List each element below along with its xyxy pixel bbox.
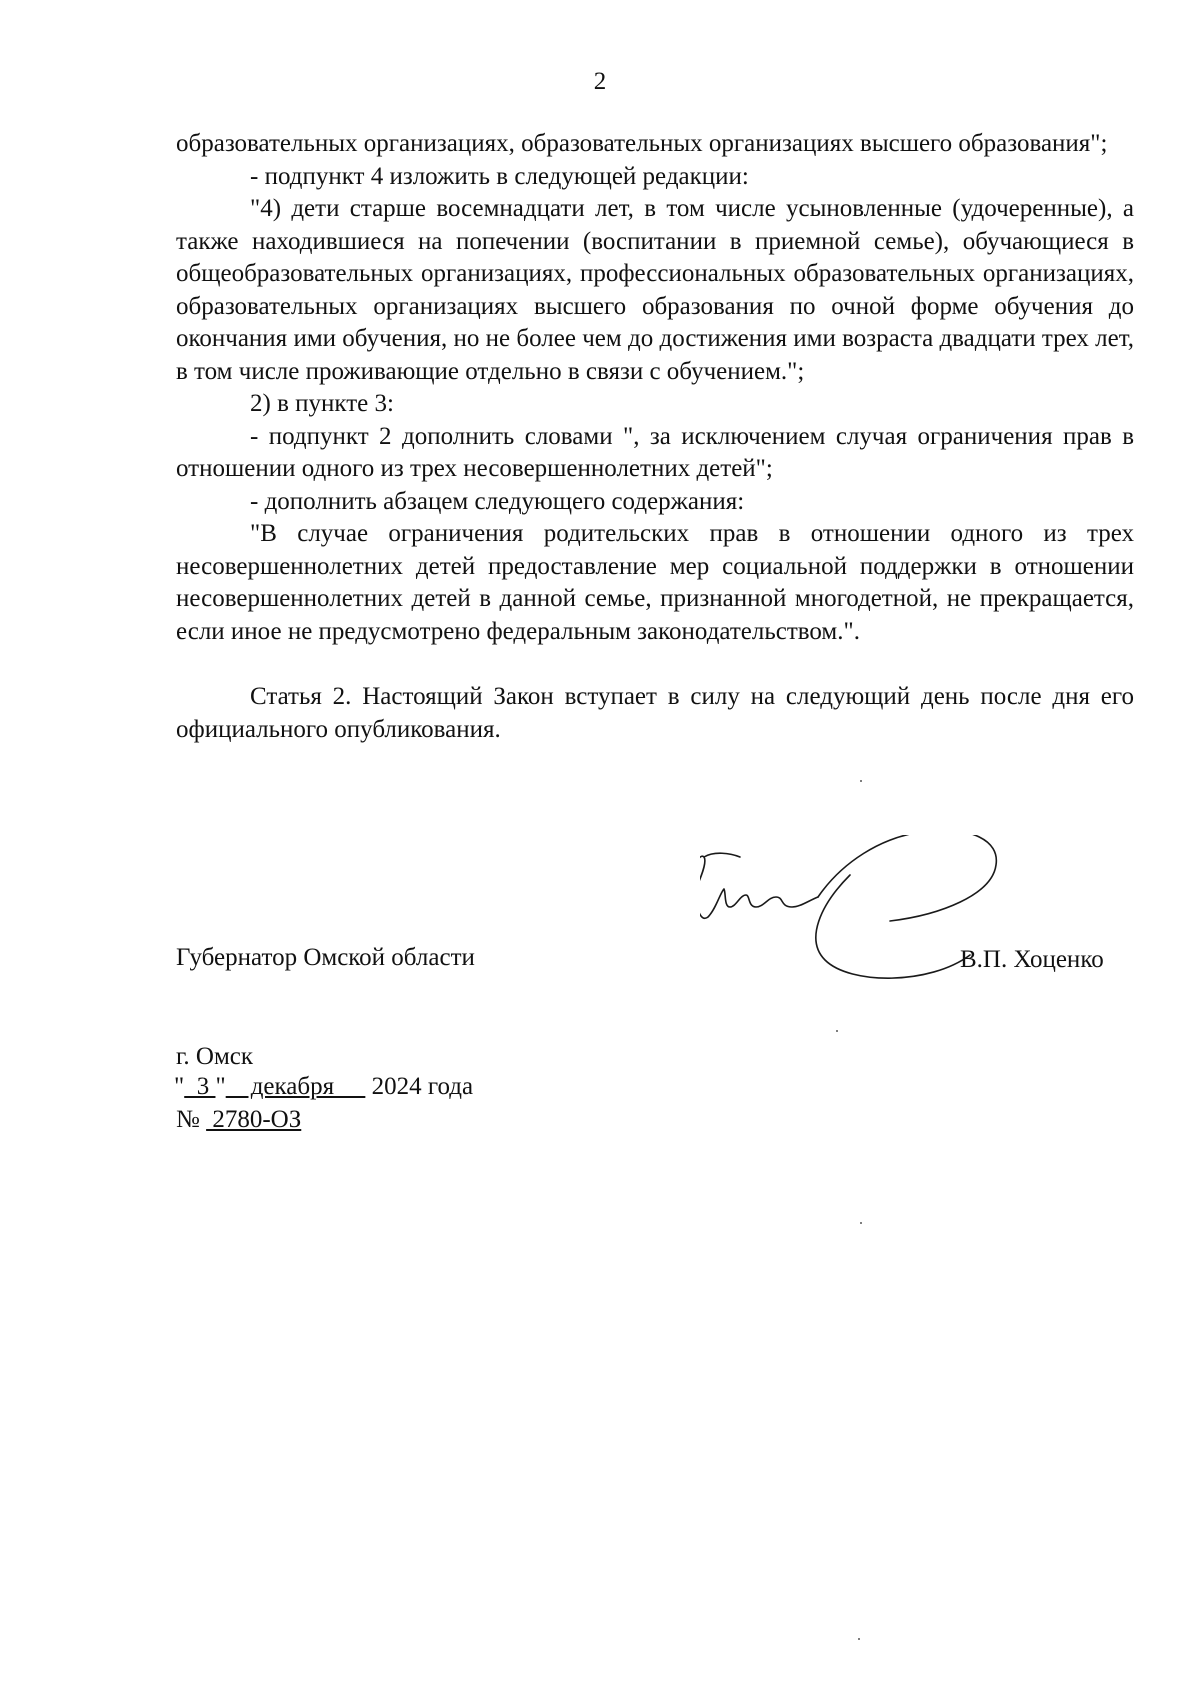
scan-speck bbox=[836, 1030, 838, 1032]
paragraph-subpoint-2-addition: - подпункт 2 дополнить словами ", за исключением случая ограничения прав в отношении одного из трех несовершеннолетних детей"; bbox=[176, 422, 1134, 482]
paragraph-subpoint-4-instruction: - подпункт 4 изложить в следующей редакции: bbox=[250, 162, 749, 190]
law-body-text bbox=[176, 128, 1134, 746]
law-number-sign: № bbox=[176, 1106, 200, 1133]
date-day: 3 bbox=[184, 1073, 216, 1100]
law-number bbox=[176, 1106, 301, 1134]
signatory-name: В.П. Хоценко bbox=[960, 946, 1104, 973]
paragraph-new-clause-text: "В случае ограничения родительских прав в отношении одного из трех несовершеннолетних детей предоставление мер социальной поддержки в отношении несовершеннолетних детей в данной семье, признанной многодетной, не прекращается, если иное не предусмотрено федеральным законодательством.". bbox=[176, 520, 1134, 645]
signing-date bbox=[174, 1073, 473, 1101]
paragraph-continuation: образовательных организациях, образовательных организациях высшего образования"; bbox=[176, 130, 1108, 157]
handwritten-signature bbox=[700, 835, 1100, 1035]
scan-speck bbox=[858, 1638, 860, 1640]
date-close-quote: " bbox=[215, 1073, 226, 1100]
scan-speck bbox=[860, 780, 862, 782]
law-number-value: 2780-ОЗ bbox=[206, 1106, 302, 1133]
date-open-quote: " bbox=[174, 1073, 185, 1100]
paragraph-article-2: Статья 2. Настоящий Закон вступает в силу на следующий день после дня его официального опубликования. bbox=[176, 683, 1134, 743]
page-number: 2 bbox=[593, 68, 607, 95]
place-of-signing: г. Омск bbox=[176, 1043, 254, 1070]
paragraph-point-3-heading: 2) в пункте 3: bbox=[250, 390, 394, 417]
signatory-title: Губернатор Омской области bbox=[176, 944, 475, 971]
date-year: 2024 года bbox=[365, 1073, 474, 1100]
paragraph-gap bbox=[176, 648, 1134, 681]
scan-speck bbox=[860, 1222, 862, 1224]
paragraph-add-clause-instruction: - дополнить абзацем следующего содержания: bbox=[250, 487, 745, 515]
date-month: декабря bbox=[225, 1073, 366, 1100]
paragraph-subpoint-4-text: "4) дети старше восемнадцати лет, в том числе усыновленные (удочеренные), а также находившиеся на попечении (воспитании в приемной семье), обучающиеся в общеобразовательных организациях, профессиональных образовательных организациях, образовательных организациях высшего образования по очной форме обучения до окончания ими обучения, но не более чем до достижения ими возраста двадцати трех лет, в том числе проживающие отдельно в связи с обучением."; bbox=[176, 195, 1134, 385]
